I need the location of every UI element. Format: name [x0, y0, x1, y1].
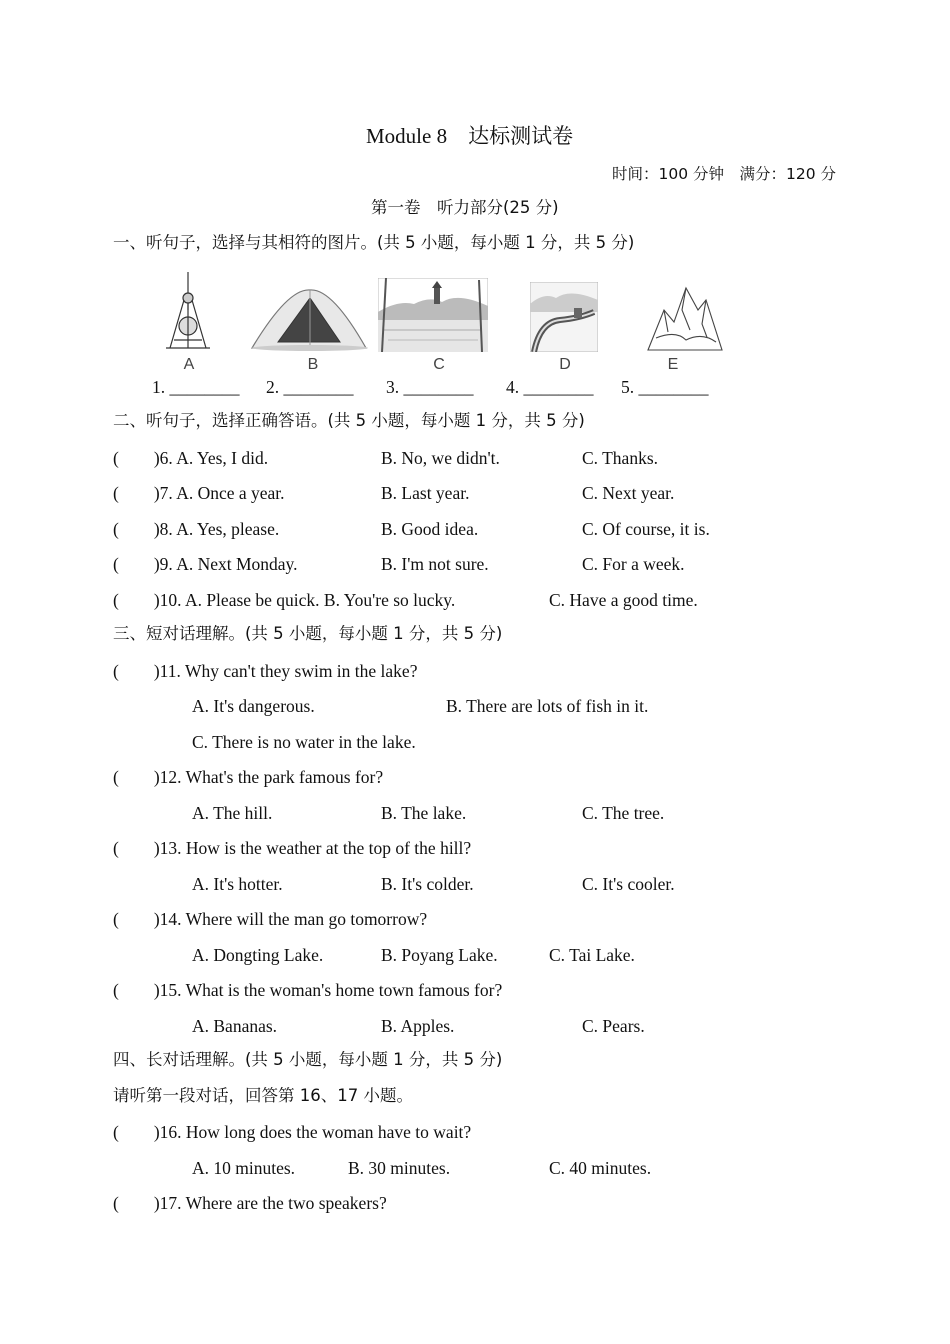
question-16-option-c: C. 40 minutes.: [549, 1158, 652, 1178]
question-12[interactable]: ( )12. What's the park famous for?: [113, 767, 384, 787]
question-14-option-c: C. Tai Lake.: [549, 945, 635, 965]
question-17[interactable]: ( )17. Where are the two speakers?: [113, 1193, 387, 1213]
lake-pagoda-icon: [378, 278, 488, 352]
picture-label-c: C: [433, 356, 445, 373]
question-7-option-b: B. Last year.: [381, 483, 470, 503]
picture-label-e: E: [667, 356, 679, 373]
question-11[interactable]: ( )11. Why can't they swim in the lake?: [113, 661, 418, 681]
question-12-option-c: C. The tree.: [582, 803, 665, 823]
question-12-option-a: A. The hill.: [192, 803, 273, 823]
question-10-option-c: C. Have a good time.: [549, 590, 698, 610]
question-9-option-b: B. I'm not sure.: [381, 554, 489, 574]
question-7[interactable]: ( )7. A. Once a year.: [113, 483, 285, 503]
question-15[interactable]: ( )15. What is the woman's home town famous for?: [113, 980, 503, 1000]
section-2-heading: 二、听句子，选择正确答语。(共 5 小题，每小题 1 分，共 5 分): [113, 411, 585, 430]
question-9-option-c: C. For a week.: [582, 554, 685, 574]
question-11-option-c: C. There is no water in the lake.: [192, 732, 416, 752]
section-4-heading: 四、长对话理解。(共 5 小题，每小题 1 分，共 5 分): [113, 1050, 503, 1069]
answer-blank-2[interactable]: 2. ________: [266, 377, 354, 397]
question-15-option-b: B. Apples.: [381, 1016, 455, 1036]
question-10[interactable]: ( )10. A. Please be quick. B. You're so lucky.: [113, 590, 456, 610]
question-15-option-c: C. Pears.: [582, 1016, 645, 1036]
question-11-option-a: A. It's dangerous.: [192, 696, 315, 716]
great-wall-icon: [530, 282, 598, 352]
picture-label-b: B: [307, 356, 319, 373]
page-title: Module 8 达标测试卷: [366, 124, 574, 148]
part-title: 第一卷 听力部分(25 分): [371, 198, 559, 217]
question-13-option-c: C. It's cooler.: [582, 874, 675, 894]
question-14[interactable]: ( )14. Where will the man go tomorrow?: [113, 909, 428, 929]
question-11-option-b: B. There are lots of fish in it.: [446, 696, 649, 716]
question-14-option-a: A. Dongting Lake.: [192, 945, 324, 965]
question-7-option-c: C. Next year.: [582, 483, 675, 503]
question-15-option-a: A. Bananas.: [192, 1016, 278, 1036]
question-6-option-b: B. No, we didn't.: [381, 448, 500, 468]
question-8[interactable]: ( )8. A. Yes, please.: [113, 519, 280, 539]
section-4-intro: 请听第一段对话，回答第 16、17 小题。: [113, 1086, 413, 1105]
question-6[interactable]: ( )6. A. Yes, I did.: [113, 448, 269, 468]
question-16-option-b: B. 30 minutes.: [348, 1158, 451, 1178]
question-12-option-b: B. The lake.: [381, 803, 467, 823]
question-16-option-a: A. 10 minutes.: [192, 1158, 296, 1178]
question-8-option-b: B. Good idea.: [381, 519, 479, 539]
tv-tower-icon: [160, 270, 216, 352]
tent-icon: [248, 284, 370, 352]
question-13-option-a: A. It's hotter.: [192, 874, 283, 894]
question-8-option-c: C. Of course, it is.: [582, 519, 710, 539]
section-1-heading: 一、听句子，选择与其相符的图片。(共 5 小题，每小题 1 分，共 5 分): [113, 233, 635, 252]
picture-label-d: D: [559, 356, 571, 373]
question-13[interactable]: ( )13. How is the weather at the top of the hill?: [113, 838, 472, 858]
exam-meta: 时间：100 分钟 满分：120 分: [612, 165, 837, 183]
mountain-icon: [646, 280, 724, 352]
answer-blank-3[interactable]: 3. ________: [386, 377, 474, 397]
question-14-option-b: B. Poyang Lake.: [381, 945, 498, 965]
question-6-option-c: C. Thanks.: [582, 448, 658, 468]
answer-blank-5[interactable]: 5. ________: [621, 377, 709, 397]
question-16[interactable]: ( )16. How long does the woman have to wait?: [113, 1122, 472, 1142]
answer-blank-4[interactable]: 4. ________: [506, 377, 594, 397]
section-3-heading: 三、短对话理解。(共 5 小题，每小题 1 分，共 5 分): [113, 624, 503, 643]
answer-blank-1[interactable]: 1. ________: [152, 377, 240, 397]
question-13-option-b: B. It's colder.: [381, 874, 474, 894]
question-9[interactable]: ( )9. A. Next Monday.: [113, 554, 298, 574]
picture-label-a: A: [183, 356, 195, 373]
